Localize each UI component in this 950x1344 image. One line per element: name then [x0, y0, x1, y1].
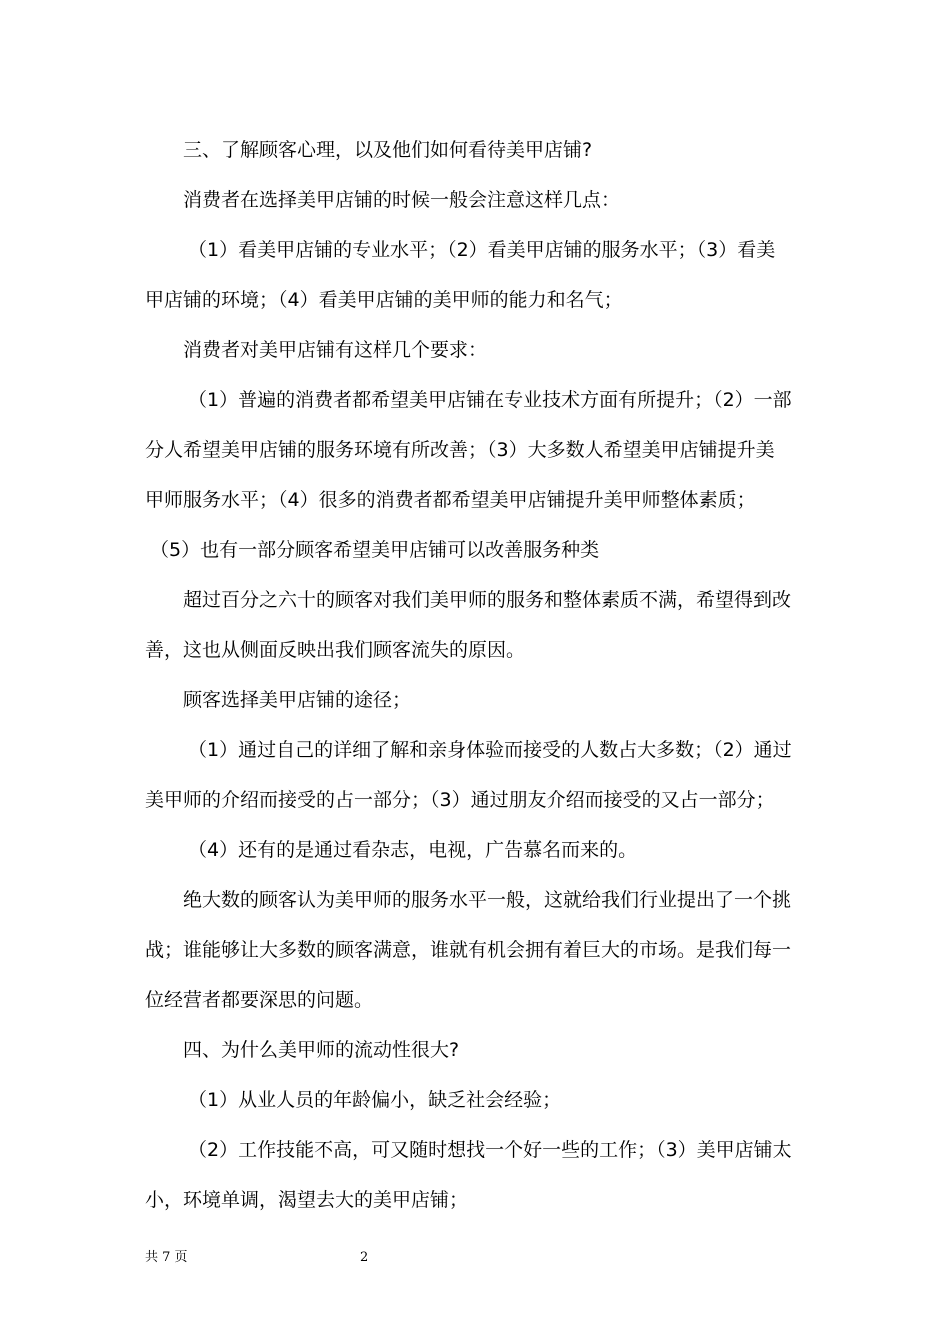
paragraph-line: 消费者在选择美甲店铺的时候一般会注意这样几点：	[183, 189, 621, 211]
paragraph-line: 消费者对美甲店铺有这样几个要求：	[183, 339, 488, 361]
section-heading-3: 三、了解顾客心理，以及他们如何看待美甲店铺?	[183, 139, 593, 161]
paragraph-line: 绝大数的顾客认为美甲师的服务水平一般，这就给我们行业提出了一个挑	[183, 889, 792, 911]
paragraph-line: 善，这也从侧面反映出我们顾客流失的原因。	[145, 639, 526, 661]
paragraph-line: 甲店铺的环境；（4）看美甲店铺的美甲师的能力和名气；	[145, 289, 623, 311]
paragraph-line: 分人希望美甲店铺的服务环境有所改善；（3）大多数人希望美甲店铺提升美	[145, 439, 775, 461]
paragraph-line: （1）通过自己的详细了解和亲身体验而接受的人数占大多数；（2）通过	[188, 739, 792, 761]
paragraph-line: （5）也有一部分顾客希望美甲店铺可以改善服务种类	[150, 539, 600, 561]
paragraph-line: （1）从业人员的年龄偏小，缺乏社会经验；	[188, 1089, 562, 1111]
paragraph-line: （1）普遍的消费者都希望美甲店铺在专业技术方面有所提升；（2）一部	[188, 389, 792, 411]
paragraph-line: （4）还有的是通过看杂志，电视，广告慕名而来的。	[188, 839, 638, 861]
paragraph-line: 超过百分之六十的顾客对我们美甲师的服务和整体素质不满，希望得到改	[183, 589, 792, 611]
footer-page-number: 2	[360, 1250, 369, 1265]
paragraph-line: 位经营者都要深思的问题。	[145, 989, 374, 1011]
paragraph-line: （1）看美甲店铺的专业水平；（2）看美甲店铺的服务水平；（3）看美	[188, 239, 776, 261]
paragraph-line: 甲师服务水平；（4）很多的消费者都希望美甲店铺提升美甲师整体素质；	[145, 489, 756, 511]
paragraph-line: 小，环境单调，渴望去大的美甲店铺；	[145, 1189, 469, 1211]
paragraph-line: （2）工作技能不高，可又随时想找一个好一些的工作；（3）美甲店铺太	[188, 1139, 792, 1161]
paragraph-line: 战；谁能够让大多数的顾客满意，谁就有机会拥有着巨大的市场。是我们每一	[145, 939, 792, 961]
section-heading-4: 四、为什么美甲师的流动性很大?	[183, 1039, 460, 1061]
paragraph-line: 美甲师的介绍而接受的占一部分；（3）通过朋友介绍而接受的又占一部分；	[145, 789, 775, 811]
paragraph-line: 顾客选择美甲店铺的途径；	[183, 689, 412, 711]
footer-total-pages: 共 7 页	[145, 1250, 188, 1265]
